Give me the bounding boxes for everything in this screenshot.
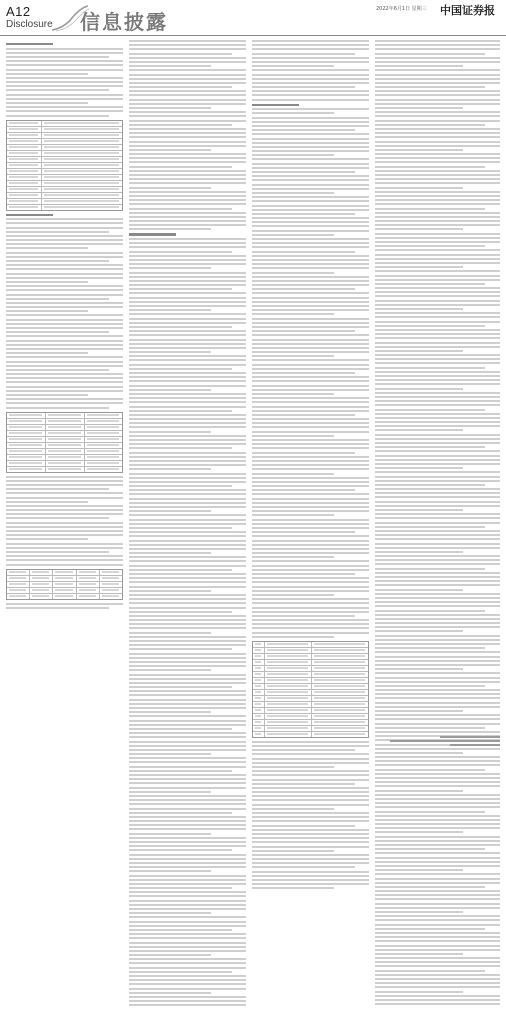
page-footer	[390, 734, 500, 746]
text-column-3	[252, 40, 369, 892]
text-column-4	[375, 40, 500, 1007]
footer-line	[450, 744, 500, 746]
page-number: A12	[6, 4, 31, 19]
text-column-1	[6, 40, 123, 611]
page-header	[0, 0, 506, 36]
newspaper-masthead: 中国证券报	[440, 4, 495, 17]
footer-line	[390, 740, 500, 742]
data-table	[252, 641, 369, 738]
data-table	[6, 569, 123, 600]
data-table	[6, 412, 123, 473]
section-name-en: Disclosure	[6, 19, 53, 30]
section-title: 信息披露	[80, 10, 168, 34]
text-column-2	[129, 40, 246, 1009]
issue-date: 2022年6月1日 星期三	[376, 6, 427, 12]
footer-line	[440, 736, 500, 738]
header-rule	[0, 35, 506, 36]
data-table	[6, 120, 123, 211]
